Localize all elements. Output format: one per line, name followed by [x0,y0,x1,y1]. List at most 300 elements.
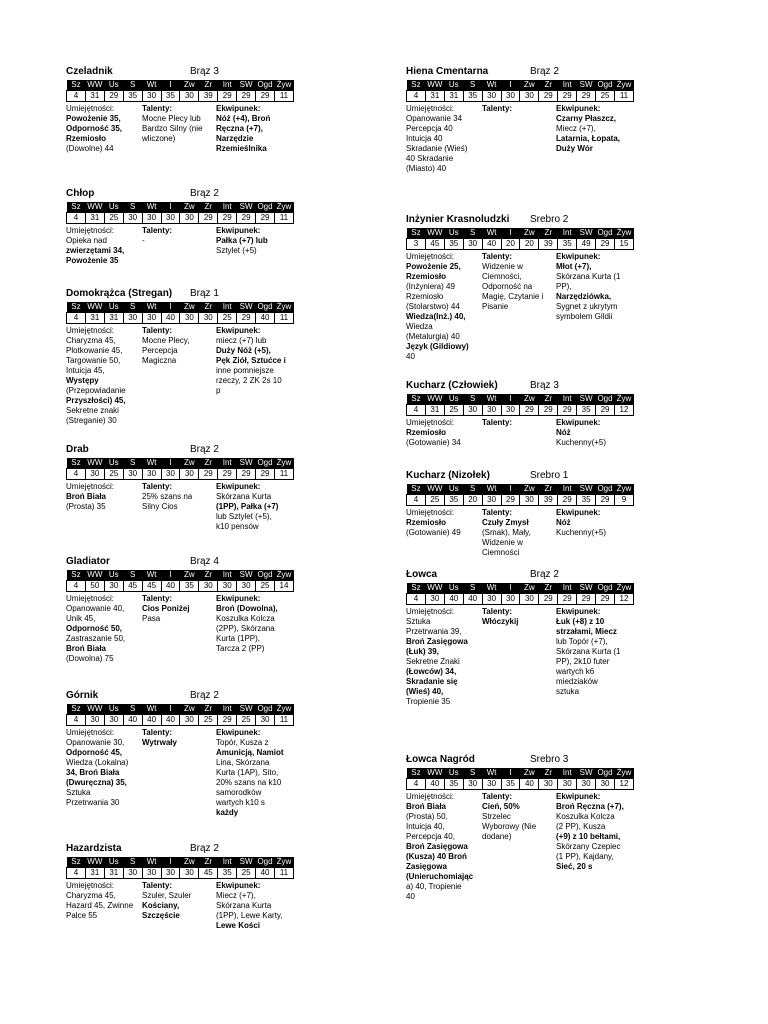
equipment-label: Ekwipunek: [216,326,261,335]
stat-header: Zr [539,228,558,239]
equipment-line: (+9) z 10 bełtami, [556,832,621,841]
stat-header: Zw [520,484,539,495]
talents-label: Talenty: [482,418,513,427]
stat-header: Żyw [274,458,293,469]
equipment-line: Narzędziówka, [556,292,612,301]
stat-value: 29 [256,469,275,480]
skills-line: Intuicja 45, [66,366,105,375]
stat-value: 25 [256,581,275,592]
stat-header: Us [104,704,123,715]
stat-value: 29 [218,469,237,480]
entry-details [66,326,294,426]
stat-value: 4 [67,213,86,224]
talents-label: Talenty: [142,881,173,890]
stat-header: Sz [407,583,426,594]
stat-value: 30 [199,313,218,324]
equipment-line: miedziaków [556,677,598,686]
stat-value: 30 [482,405,501,416]
equipment-line: Koszulka Kolcza [556,812,615,821]
stat-header: Żyw [274,302,293,313]
stat-header: S [463,768,482,779]
stats-value-row [407,594,634,605]
stat-header: Żyw [614,80,633,91]
stat-header: SW [237,80,256,91]
stat-value: 30 [142,868,161,879]
stat-value: 40 [520,779,539,790]
skills-line: Rzemiosło [406,518,447,527]
stat-value: 35 [463,91,482,102]
stat-header: Us [444,583,463,594]
equipment-line: Nóż [556,518,571,527]
entry-domokrazca-stregan [66,288,294,426]
stats-table [66,704,294,726]
stat-value: 30 [142,91,161,102]
stat-header: Wt [142,704,161,715]
equipment-line: Koszulka Kolcza [216,614,275,623]
stats-value-row [407,779,634,790]
stat-header: Ogd [597,394,613,403]
skills-column [66,594,142,664]
stat-value: 30 [180,313,199,324]
stat-header: Zr [199,80,218,91]
skills-line: Wiedza(Inż.) 40, [406,312,466,321]
stat-header: Zr [199,202,218,213]
stat-value: 11 [614,91,633,102]
equipment-line: Lewe Kości [216,921,261,930]
stat-header: Ogd [257,202,273,211]
stat-value: 25 [237,715,256,726]
equipment-label: Ekwipunek: [216,226,261,235]
entry-tier: Brąz 1 [190,288,219,299]
stat-header: Zr [199,704,218,715]
equipment-column [216,881,296,931]
skills-label: Umiejętności: [406,104,455,113]
stat-value: 30 [180,213,199,224]
stat-header: Ogd [257,302,273,311]
stat-value: 40 [425,779,444,790]
equipment-label: Ekwipunek: [556,607,601,616]
equipment-line: 20% szans na k10 [216,778,282,787]
equipment-line: wartych k6 [556,667,595,676]
entry-chlop [66,188,294,266]
stats-header-row [407,484,634,495]
entry-name: Inżynier Krasnoludzki [406,214,510,225]
stat-header: Zr [539,484,558,495]
stat-header: SW [577,394,596,405]
skills-line: Targowanie 50, [66,356,121,365]
entry-header [406,569,634,582]
talents-label: Talenty: [142,728,173,737]
stat-value: 29 [104,91,123,102]
talents-label: Talenty: [142,326,173,335]
stat-header: WW [87,458,103,467]
talents-line: Widzenie w [482,262,523,271]
stat-header: Żyw [614,394,633,405]
skills-line: Zastraszanie 50, [66,634,126,643]
stat-header: I [501,768,520,779]
equipment-line: Duży Nóż (+5), [216,346,271,355]
stats-table [406,768,634,790]
stat-value: 35 [180,581,199,592]
entry-tier: Brąz 2 [190,444,219,455]
stat-value: 30 [104,581,123,592]
stat-header: Wt [482,768,501,779]
stat-value: 31 [425,91,444,102]
stats-value-row [67,715,294,726]
skills-line: Powożenie 35, [66,114,121,123]
equipment-column [216,594,296,654]
skills-line: Charyzma 45, [66,891,116,900]
equipment-line: Amunicją, Namiot [216,748,284,757]
entry-lowca [406,569,634,707]
skills-line: (Streganie) 30 [66,416,117,425]
stat-header: Sz [67,202,86,213]
stat-value: 29 [577,594,596,605]
skills-line: (Inżyniera) 49 [406,282,455,291]
stat-value: 40 [161,581,180,592]
skills-line: Język (Gildiowy) [406,342,469,351]
stat-header: Wt [142,857,161,868]
skills-line: a) 40, Tropienie [406,882,462,891]
stat-value: 29 [558,594,577,605]
equipment-line: Skórzany Czepiec [556,842,621,851]
stat-value: 29 [256,213,275,224]
stat-header: Us [444,228,463,239]
stat-header: I [501,583,520,594]
stat-header: SW [237,570,256,581]
entry-inzynier-krasnoludzki [406,214,634,362]
talents-column [482,508,556,558]
stat-header: I [161,80,180,91]
stat-value: 40 [482,239,501,250]
talents-line: Ciemności [482,548,520,557]
stats-table [66,458,294,480]
talents-line: Pasa [142,614,161,623]
stats-header-row [407,768,634,779]
stat-value: 4 [407,594,426,605]
stat-header: Int [218,570,237,581]
stat-header: Żyw [274,202,293,213]
entry-details [66,226,294,266]
skills-label: Umiejętności: [66,226,115,235]
equipment-line: Czarny Płaszcz, [556,114,617,123]
skills-column [66,728,142,808]
skills-line: Opanowanie 40, [66,604,125,613]
equipment-line: (2PP), Skórzana [216,624,275,633]
stat-header: I [161,302,180,313]
stat-header: S [123,302,142,313]
stats-value-row [407,405,634,416]
stats-header-row [407,394,634,405]
stat-value: 30 [123,868,142,879]
stat-header: Ogd [257,458,273,467]
entry-tier: Brąz 2 [530,66,559,77]
skills-label: Umiejętności: [406,607,455,616]
equipment-line: miecz (+7) lub [216,336,267,345]
stat-value: 29 [558,405,577,416]
stat-value: 29 [218,91,237,102]
skills-column [406,792,482,902]
talents-column [482,792,556,842]
stat-value: 31 [85,213,104,224]
stat-value: 4 [67,91,86,102]
entry-details [406,607,634,707]
entry-details [406,252,634,362]
stat-value: 11 [274,313,293,324]
equipment-line: (2 PP), Kusza [556,822,606,831]
entry-name: Hazardzista [66,843,122,854]
equipment-line: Topór, Kusza z [216,738,269,747]
stat-value: 35 [444,239,463,250]
equipment-label: Ekwipunek: [556,252,601,261]
stat-header: SW [577,228,596,239]
entry-name: Drab [66,444,89,455]
stat-header: Sz [67,80,86,91]
skills-line: Przyszłości) 45, [66,396,126,405]
stat-header: SW [237,857,256,868]
stat-header: Sz [407,228,426,239]
stat-header: Zr [539,80,558,91]
stat-value: 30 [218,581,237,592]
skills-line: Percepcja 40, [406,832,455,841]
entry-name: Hiena Cmentarna [406,66,489,77]
skills-label: Umiejętności: [66,594,115,603]
stat-value: 30 [180,868,199,879]
stat-header: Ogd [597,80,613,89]
entry-name: Domokrążca (Stregan) [66,288,173,299]
stat-header: Int [218,857,237,868]
skills-line: (Łowców) 34, [406,667,457,676]
stat-value: 40 [161,313,180,324]
stat-value: 31 [104,313,123,324]
stat-value: 40 [161,715,180,726]
stat-header: Sz [67,302,86,313]
stat-header: Ogd [597,768,613,777]
stat-value: 50 [85,581,104,592]
equipment-line: lub Sztylet (+5), [216,512,272,521]
entry-tier: Brąz 2 [190,188,219,199]
stat-value: 30 [256,715,275,726]
stat-header: Us [444,484,463,495]
skills-line: Charyzma 45, [66,336,116,345]
talents-line: Cień, 50% [482,802,520,811]
equipment-label: Ekwipunek: [216,881,261,890]
stat-value: 30 [596,779,615,790]
stat-header: Żyw [614,228,633,239]
stat-header: Zr [199,570,218,581]
talents-line: Mocne Plecy lub [142,114,201,123]
stat-value: 29 [520,405,539,416]
stat-header: S [123,704,142,715]
stat-header: Żyw [274,704,293,715]
skills-line: (Gotowanie) 49 [406,528,461,537]
stat-value: 30 [520,91,539,102]
entry-header [66,690,294,703]
stat-value: 39 [539,239,558,250]
equipment-line: Nóż (+4), Broń [216,114,271,123]
stat-header: Wt [482,484,501,495]
stat-header: I [161,857,180,868]
stat-value: 35 [558,239,577,250]
stats-value-row [67,868,294,879]
skills-line: Opanowanie 30, [66,738,125,747]
skills-line: Skradanie się [406,677,458,686]
stat-value: 31 [444,91,463,102]
skills-line: Występy [66,376,99,385]
stat-header: Sz [67,458,86,469]
skills-column [66,326,142,426]
stat-value: 30 [463,239,482,250]
entry-name: Kucharz (Człowiek) [406,380,498,391]
stat-value: 30 [161,868,180,879]
stat-value: 30 [520,594,539,605]
stat-value: 31 [425,405,444,416]
stat-header: SW [237,704,256,715]
stat-header: Sz [407,80,426,91]
equipment-line: wartych k10 s [216,798,265,807]
equipment-line: Rzemieślnika [216,144,267,153]
stat-value: 30 [520,495,539,506]
entry-header [406,380,634,393]
stat-value: 4 [407,91,426,102]
equipment-line: p [216,386,221,395]
equipment-line: Tarcza 2 (PP) [216,644,265,653]
stat-value: 30 [425,594,444,605]
equipment-line: sztuka [556,687,580,696]
equipment-label: Ekwipunek: [216,104,261,113]
talents-line: Pisanie [482,302,509,311]
stats-header-row [407,583,634,594]
stat-value: 30 [539,779,558,790]
skills-column [66,482,142,512]
talents-column [482,607,556,627]
stat-header: SW [577,484,596,495]
equipment-line: Latarnia, Łopata, [556,134,621,143]
skills-column [406,418,482,448]
skills-line: Sekretne znaki [66,406,119,415]
skills-line: Skradanie (Wieś) [406,144,468,153]
skills-column [66,226,142,266]
stat-header: Wt [142,202,161,213]
skills-line: (Łuk) 39, [406,647,439,656]
talents-line: Mocne Plecy, [142,336,190,345]
equipment-column [556,607,636,697]
stats-header-row [407,228,634,239]
stats-table [406,228,634,250]
equipment-line: Łuk (+8) z 10 [556,617,605,626]
stat-header: Sz [67,570,86,581]
stat-header: Zw [180,570,199,581]
stat-header: Zw [180,80,199,91]
skills-line: Odporność 35, [66,124,123,133]
equipment-line: Skórzana Kurta [216,901,272,910]
equipment-line: Kuchenny(+5) [556,528,607,537]
talents-line: Szuler, Szuler [142,891,192,900]
skills-label: Umiejętności: [66,728,115,737]
stat-value: 29 [501,495,520,506]
stat-header: SW [237,202,256,213]
stat-value: 29 [577,91,596,102]
entry-header [406,754,634,767]
stat-header: Int [558,394,577,405]
entry-name: Chłop [66,188,95,199]
equipment-label: Ekwipunek: [556,508,601,517]
stat-header: Us [104,857,123,868]
skills-label: Umiejętności: [406,418,455,427]
stat-value: 45 [199,868,218,879]
stat-header: Int [558,80,577,91]
stat-value: 4 [67,469,86,480]
stat-header: Us [104,302,123,313]
entry-lowca-nagrod [406,754,634,902]
stat-header: Ogd [257,857,273,866]
stat-header: S [123,202,142,213]
skills-line: Rzemiosło [406,292,444,301]
stat-header: Zw [180,302,199,313]
equipment-column [216,226,296,256]
equipment-line: PP), [556,282,572,291]
talents-line: Wytrwały [142,738,177,747]
stats-value-row [67,213,294,224]
stat-value: 29 [256,91,275,102]
stat-value: 29 [539,594,558,605]
talents-label: Talenty: [142,594,173,603]
entry-tier: Srebro 2 [530,214,569,225]
entry-details [66,104,294,154]
stat-value: 30 [104,715,123,726]
stats-value-row [407,239,634,250]
equipment-line: Kurta (1PP), [216,634,261,643]
stat-value: 29 [596,495,615,506]
talents-line: Wyborowy (Nie [482,822,537,831]
stat-header: S [123,80,142,91]
talents-label: Talenty: [142,482,173,491]
skills-line: Intuicja 40, [406,822,445,831]
skills-line: (Dowolna) 75 [66,654,114,663]
equipment-line: rzeczy, 2 ZK 2s 10 [216,376,282,385]
skills-line: Wiedza [406,322,433,331]
stat-header: Sz [67,704,86,715]
equipment-column [216,326,296,396]
entry-name: Górnik [66,690,99,701]
talents-line: (Smak), Mały, [482,528,531,537]
stat-header: Zr [539,768,558,779]
skills-label: Umiejętności: [406,792,455,801]
stat-value: 25 [104,469,123,480]
stat-header: Sz [407,394,426,405]
stat-value: 20 [501,239,520,250]
equipment-label: Ekwipunek: [216,482,261,491]
stats-value-row [67,469,294,480]
stat-header: Us [104,202,123,213]
stat-value: 30 [180,715,199,726]
skills-line: Palce 55 [66,911,98,920]
stat-value: 29 [558,91,577,102]
stat-value: 45 [123,581,142,592]
stat-value: 35 [444,779,463,790]
stat-value: 15 [614,239,633,250]
entry-header [66,188,294,201]
talents-label: Talenty: [142,226,173,235]
stat-header: Ogd [597,228,613,237]
stat-value: 30 [161,213,180,224]
stat-value: 31 [85,868,104,879]
skills-label: Umiejętności: [406,252,455,261]
equipment-label: Ekwipunek: [556,418,601,427]
stats-header-row [67,570,294,581]
stat-value: 29 [539,91,558,102]
skills-line: Broń Biała [406,802,447,811]
